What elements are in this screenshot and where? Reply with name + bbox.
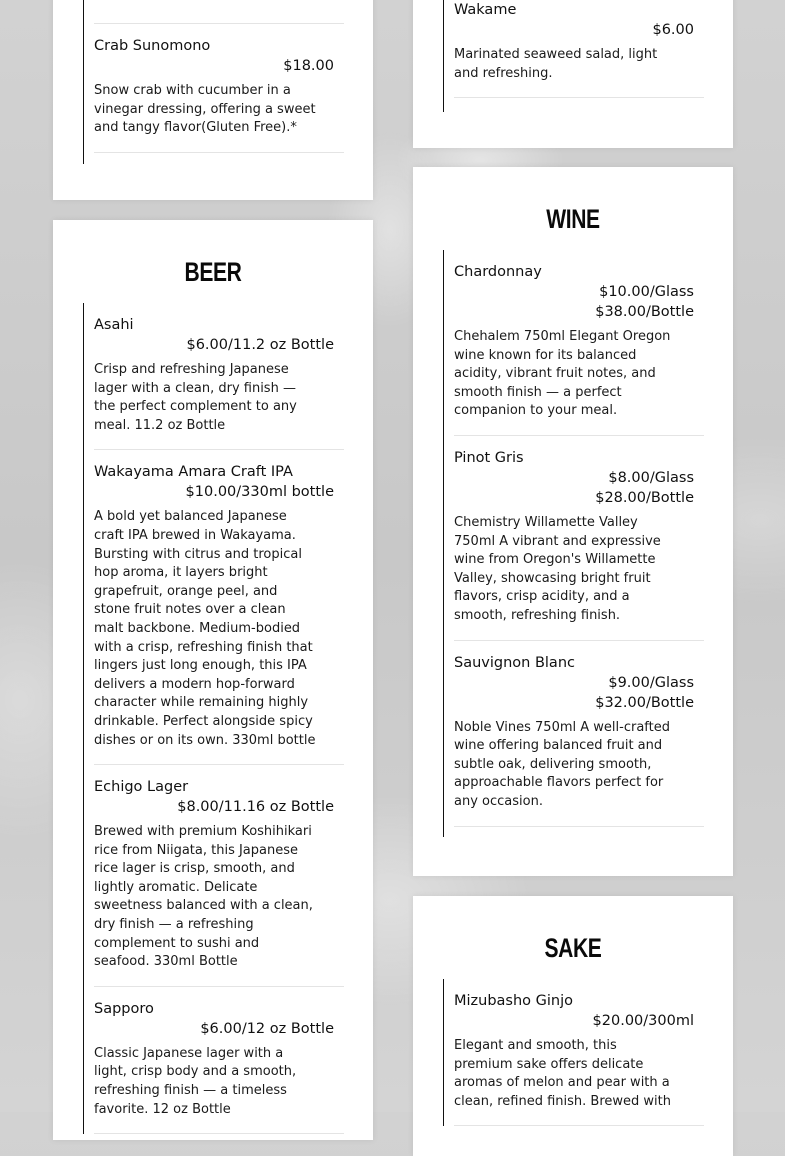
menu-item-asahi bbox=[94, 303, 344, 450]
menu-item-mizubasho-ginjo bbox=[454, 979, 704, 1126]
item-name: Sauvignon Blanc bbox=[454, 654, 575, 671]
item-description: Classic Japanese lager with a light, crisp body and a smooth, refreshing finish — a timeless favorite. 12 oz Bottle bbox=[94, 1045, 297, 1117]
item-name: Pinot Gris bbox=[454, 449, 524, 466]
beer-card bbox=[53, 220, 373, 1140]
item-description: Chemistry Willamette Valley 750ml A vibrant and expressive wine from Oregon's Willamette Valley, showcasing bright fruit flavors, crisp acidity, and a smooth, refreshing finish. bbox=[454, 514, 661, 623]
menu-item-pinot-gris bbox=[454, 436, 704, 641]
menu-item-echigo-lager bbox=[94, 765, 344, 987]
item-price-bottle: $32.00/Bottle bbox=[595, 694, 694, 711]
item-price-glass: $8.00/Glass bbox=[608, 469, 694, 486]
item-price-bottle: $28.00/Bottle bbox=[595, 489, 694, 506]
item-name: Echigo Lager bbox=[94, 779, 189, 796]
appetizer-item-list-right bbox=[443, 0, 704, 112]
wine-card bbox=[413, 167, 733, 876]
sake-card bbox=[413, 896, 733, 1156]
item-price: $6.00/11.2 oz Bottle bbox=[186, 337, 334, 353]
section-title-beer: BEER bbox=[184, 257, 242, 287]
section-title-sake: SAKE bbox=[544, 933, 602, 963]
appetizer-card-partial bbox=[53, 0, 373, 200]
item-description: Snow crab with cucumber in a vinegar dressing, offering a sweet and tangy flavor(Gluten Free).* bbox=[94, 83, 316, 136]
beer-item-list bbox=[83, 303, 344, 1134]
appetizer-item-list bbox=[83, 0, 344, 164]
item-description: Elegant and smooth, this premium sake offers delicate aromas of melon and pear with a clean, refined finish. Brewed with bbox=[454, 1038, 671, 1109]
item-name: Mizubasho Ginjo bbox=[454, 993, 574, 1009]
menu-item-chardonnay bbox=[454, 250, 704, 436]
item-description: Crisp and refreshing Japanese lager with a clean, dry finish — the perfect complement to any meal. 11.2 oz Bottle bbox=[94, 362, 297, 433]
menu-item-wakayama-ipa bbox=[94, 450, 344, 765]
item-name: Asahi bbox=[94, 317, 134, 333]
item-name: Crab Sunomono bbox=[94, 38, 211, 54]
item-description: Brewed with premium Koshihikari rice from Niigata, this Japanese rice lager is crisp, smooth, and lightly aromatic. Delicate sweetness balanced with a clean, dry finish — a refreshing complement to sushi and seafood. 330ml Bottle bbox=[94, 824, 313, 970]
item-price: $8.00/11.16 oz Bottle bbox=[177, 799, 334, 816]
item-name: Wakayama Amara Craft IPA bbox=[94, 464, 293, 481]
wine-item-list bbox=[443, 250, 704, 837]
item-price-bottle: $38.00/Bottle bbox=[595, 304, 694, 320]
item-description: Noble Vines 750ml A well-crafted wine offering balanced fruit and subtle oak, delivering smooth, approachable flavors perfect for any occasion. bbox=[454, 719, 670, 809]
item-price: $6.00 bbox=[652, 22, 694, 38]
appetizer-card-partial-right bbox=[413, 0, 733, 148]
item-price-glass: $9.00/Glass bbox=[608, 674, 694, 691]
menu-item-partial bbox=[94, 0, 344, 24]
item-description: Chehalem 750ml Elegant Oregon wine known for its balanced acidity, vibrant fruit notes, and smooth finish — a perfect companion to your meal. bbox=[454, 329, 671, 419]
item-description: A bold yet balanced Japanese craft IPA brewed in Wakayama. Bursting with citrus and tropical hop aroma, it layers bright grapefruit, orange peel, and stone fruit notes over a clean malt backbone. Medium-bodied with a crisp, refreshing finish that lingers just long enough, this IPA delivers a modern hop-forward character while remaining highly drinkable. Perfect alongside spicy dishes or on its own. 330ml bottle bbox=[94, 509, 316, 748]
item-price: $6.00/12 oz Bottle bbox=[200, 1020, 334, 1037]
item-description: Marinated seaweed salad, light and refreshing. bbox=[454, 47, 658, 81]
menu-item-wakame bbox=[454, 0, 704, 98]
item-name: Sapporo bbox=[94, 1000, 154, 1017]
section-title-wine: WINE bbox=[546, 204, 600, 234]
item-price: $10.00/330ml bottle bbox=[185, 484, 334, 501]
menu-item-sauvignon-blanc bbox=[454, 641, 704, 827]
item-name: Chardonnay bbox=[454, 264, 542, 280]
menu-item-sapporo bbox=[94, 987, 344, 1134]
item-price-glass: $10.00/Glass bbox=[599, 284, 694, 300]
item-price: $18.00 bbox=[283, 58, 334, 74]
item-name: Wakame bbox=[454, 2, 517, 18]
sake-item-list bbox=[443, 979, 704, 1126]
menu-item-crab-sunomono bbox=[94, 24, 344, 153]
item-description bbox=[94, 0, 316, 3]
item-price: $20.00/300ml bbox=[592, 1013, 694, 1029]
